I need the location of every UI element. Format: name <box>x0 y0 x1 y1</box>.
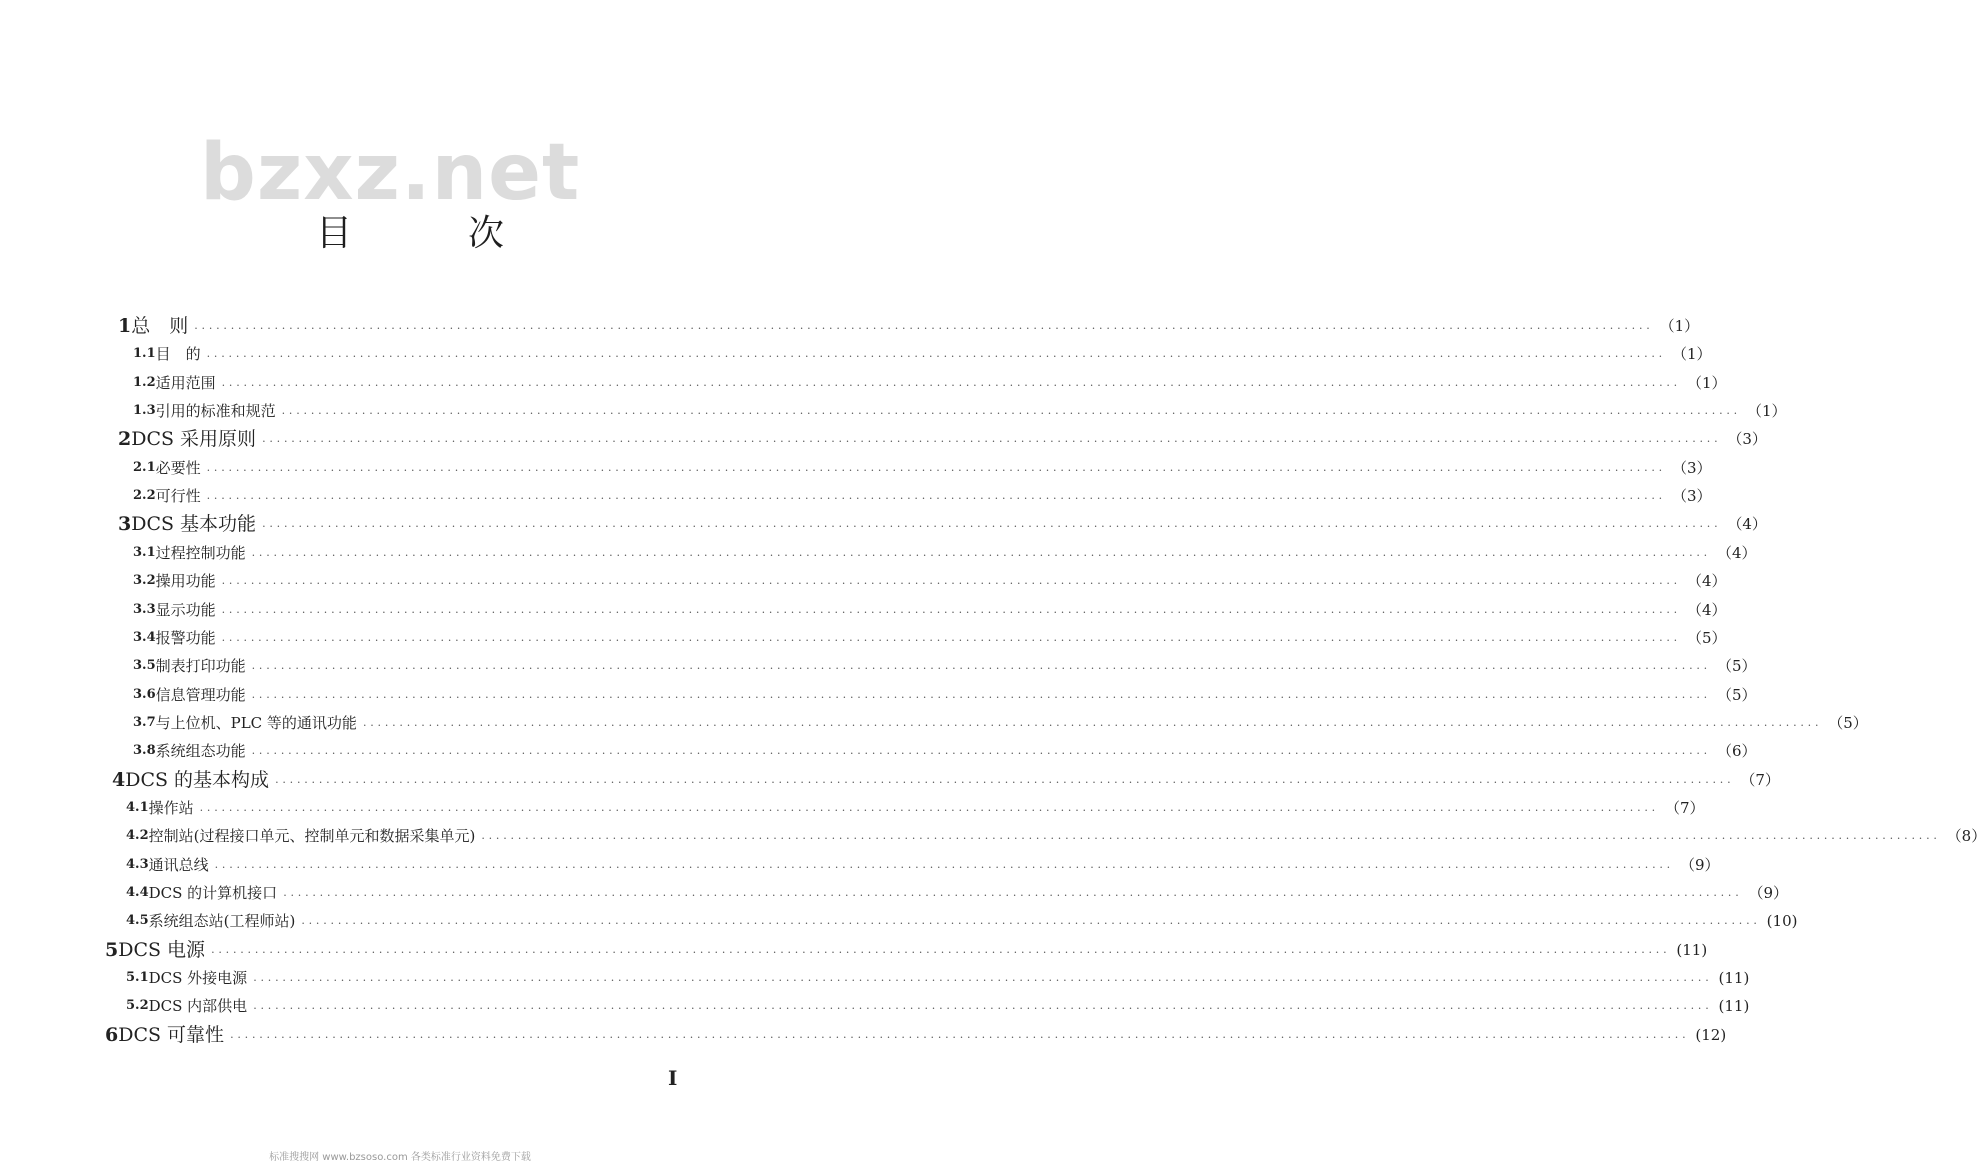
toc-number: 2 <box>118 428 132 451</box>
toc-page-number: (12) <box>1695 1025 1727 1044</box>
dot-leader: ........................................................................................................................................................................................................ <box>230 1027 1690 1041</box>
toc-page-number: （3） <box>1671 487 1712 506</box>
toc-number: 1.2 <box>133 374 156 390</box>
toc-section-row <box>133 539 1757 567</box>
page-number: I <box>668 1066 678 1090</box>
toc-title: 制表打印功能 <box>155 657 246 676</box>
dot-leader: ........................................................................................................................................................................................................ <box>275 772 1735 786</box>
dot-leader: ........................................................................................................................................................................................................ <box>283 886 1743 899</box>
dot-leader: ........................................................................................................................................................................................................ <box>281 404 1741 418</box>
toc-number: 3.3 <box>133 601 156 617</box>
toc-chapter-row <box>118 312 1700 340</box>
toc-title: 系统组态功能 <box>155 742 246 761</box>
toc-section-row <box>126 992 1750 1020</box>
toc-number: 6 <box>105 1023 119 1046</box>
toc-section-row <box>133 596 1727 624</box>
toc-section-row <box>126 851 1720 879</box>
toc-page-number: （9） <box>1679 855 1720 874</box>
toc-section-row <box>126 907 1798 935</box>
toc-page-number: (10) <box>1766 912 1798 931</box>
toc-title: 操作站 <box>148 798 194 817</box>
toc-section-row <box>126 879 1789 907</box>
dot-leader: ........................................................................................................................................................................................................ <box>301 914 1761 928</box>
toc-title: 操用功能 <box>155 572 216 591</box>
toc-title: DCS 电源 <box>118 938 206 961</box>
toc-page-number: （5） <box>1686 628 1727 647</box>
toc-number: 4.3 <box>126 856 149 872</box>
watermark: bzxz.net <box>200 128 581 218</box>
dot-leader: ........................................................................................................................................................................................................ <box>253 971 1713 985</box>
toc-section-row <box>133 652 1757 680</box>
toc-title: DCS 的基本构成 <box>125 768 270 791</box>
toc-page-number: (11) <box>1718 969 1750 988</box>
toc-page-number: （5） <box>1716 657 1757 676</box>
toc-page-number: （7） <box>1664 798 1705 817</box>
toc-title: 系统组态站(工程师站) <box>148 912 296 931</box>
toc-number: 4.2 <box>126 828 149 844</box>
toc-chapter-row <box>105 936 1708 964</box>
dot-leader: ........................................................................................................................................................................................................ <box>199 800 1659 814</box>
dot-leader: ........................................................................................................................................................................................................ <box>262 517 1722 531</box>
toc-title: 控制站(过程接口单元、控制单元和数据采集单元) <box>148 827 476 846</box>
toc-section-row <box>133 737 1757 765</box>
dot-leader: ........................................................................................................................................................................................................ <box>262 432 1722 446</box>
toc-number: 3.8 <box>133 743 156 759</box>
toc-page-number: （1） <box>1746 402 1787 421</box>
toc-section-row <box>133 369 1727 397</box>
toc-page-number: （5） <box>1828 713 1868 732</box>
toc-section-row <box>133 340 1712 368</box>
toc-section-row <box>126 794 1705 822</box>
toc-title: DCS 的计算机接口 <box>148 884 278 902</box>
toc-title: 可行性 <box>155 487 201 506</box>
toc-section-row <box>126 822 1986 850</box>
toc-page-number: （1） <box>1671 345 1712 364</box>
toc-title: 通讯总线 <box>148 855 209 874</box>
toc-number: 5.1 <box>126 970 149 986</box>
dot-leader: ........................................................................................................................................................................................................ <box>206 347 1666 361</box>
toc-page-number: （5） <box>1716 685 1757 704</box>
toc-number: 2.2 <box>133 488 156 504</box>
toc-number: 3.7 <box>133 714 156 730</box>
toc-title: DCS 外接电源 <box>148 969 248 988</box>
dot-leader: ........................................................................................................................................................................................................ <box>253 999 1713 1013</box>
toc-title: 显示功能 <box>155 600 216 619</box>
toc-section-row <box>133 454 1712 482</box>
toc-number: 3 <box>118 513 132 536</box>
toc-title: DCS 基本功能 <box>131 513 257 536</box>
toc-page-number: （3） <box>1671 458 1712 477</box>
toc-title: 必要性 <box>155 458 201 477</box>
toc-section-row <box>133 624 1727 652</box>
dot-leader: ........................................................................................................................................................................................................ <box>362 715 1823 729</box>
toc-section-row <box>133 397 1787 425</box>
toc-title: 与上位机、PLC 等的通讯功能 <box>155 713 357 732</box>
toc-number: 3.2 <box>133 573 156 589</box>
toc-number: 2.1 <box>133 459 156 475</box>
toc-title: DCS 采用原则 <box>131 428 257 451</box>
footer-text: 标准搜搜网 www.bzsoso.com 各类标准行业资料免费下载 <box>269 1152 531 1163</box>
toc-page-number: （8） <box>1946 827 1986 846</box>
dot-leader: ........................................................................................................................................................................................................ <box>221 574 1681 588</box>
toc-number: 4.4 <box>126 885 149 900</box>
dot-leader: ........................................................................................................................................................................................................ <box>221 630 1681 644</box>
dot-leader: ........................................................................................................................................................................................................ <box>481 829 1941 843</box>
toc-number: 3.5 <box>133 658 156 674</box>
toc-title: 报警功能 <box>155 628 216 647</box>
dot-leader: ........................................................................................................................................................................................................ <box>221 375 1681 389</box>
toc-number: 3.6 <box>133 686 156 702</box>
toc-section-row <box>133 567 1727 595</box>
dot-leader: ........................................................................................................................................................................................................ <box>221 602 1681 616</box>
toc-number: 1 <box>118 315 132 337</box>
toc-page-number: （1） <box>1686 373 1727 392</box>
toc-number: 5 <box>105 938 119 961</box>
toc-chapter-row <box>118 425 1767 453</box>
toc-page-number: （1） <box>1659 317 1700 335</box>
dot-leader: ........................................................................................................................................................................................................ <box>251 687 1711 701</box>
dot-leader: ........................................................................................................................................................................................................ <box>251 545 1711 559</box>
toc-number: 4.1 <box>126 799 149 815</box>
toc-title: DCS 内部供电 <box>148 997 248 1016</box>
dot-leader: ........................................................................................................................................................................................................ <box>206 489 1666 503</box>
toc-number: 1.1 <box>133 346 156 362</box>
toc-page-number: （4） <box>1727 515 1767 534</box>
toc-number: 5.2 <box>126 998 149 1014</box>
toc-section-row <box>133 482 1712 510</box>
dot-leader: ........................................................................................................................................................................................................ <box>206 460 1666 474</box>
toc-section-row <box>126 964 1750 992</box>
dot-leader: ........................................................................................................................................................................................................ <box>211 942 1671 956</box>
dot-leader: ........................................................................................................................................................................................................ <box>214 857 1674 871</box>
dot-leader: ........................................................................................................................................................................................................ <box>194 319 1654 332</box>
toc-section-row <box>133 681 1757 709</box>
toc-number: 3.4 <box>133 629 156 645</box>
dot-leader: ........................................................................................................................................................................................................ <box>251 744 1711 758</box>
toc-page-number: （7） <box>1740 770 1780 789</box>
toc-number: 4.5 <box>126 913 149 929</box>
toc-page-number: （4） <box>1716 543 1757 562</box>
toc-page-number: (11) <box>1676 940 1708 959</box>
toc-page-number: （3） <box>1727 430 1767 449</box>
toc-chapter-row <box>118 510 1767 538</box>
toc-page-number: （6） <box>1716 742 1757 761</box>
page-title: 目 次 <box>315 213 544 254</box>
toc-title: 引用的标准和规范 <box>155 402 276 421</box>
toc-title: 总 则 <box>131 315 189 337</box>
toc-chapter-row <box>105 1021 1727 1049</box>
toc-page-number: （9） <box>1748 884 1789 902</box>
toc-number: 1.3 <box>133 403 156 419</box>
toc-title: 信息管理功能 <box>155 685 246 704</box>
toc-title: 适用范围 <box>155 373 216 392</box>
dot-leader: ........................................................................................................................................................................................................ <box>251 659 1711 673</box>
toc-page-number: （4） <box>1686 600 1727 619</box>
toc-page-number: （4） <box>1686 572 1727 591</box>
toc-number: 3.1 <box>133 544 156 560</box>
toc-title: 过程控制功能 <box>155 543 246 562</box>
toc-section-row <box>133 709 1868 737</box>
toc-title: 目 的 <box>155 345 201 364</box>
toc-title: DCS 可靠性 <box>118 1023 225 1046</box>
toc-number: 4 <box>112 768 126 791</box>
toc-page-number: (11) <box>1718 997 1750 1016</box>
toc-chapter-row <box>112 766 1780 794</box>
